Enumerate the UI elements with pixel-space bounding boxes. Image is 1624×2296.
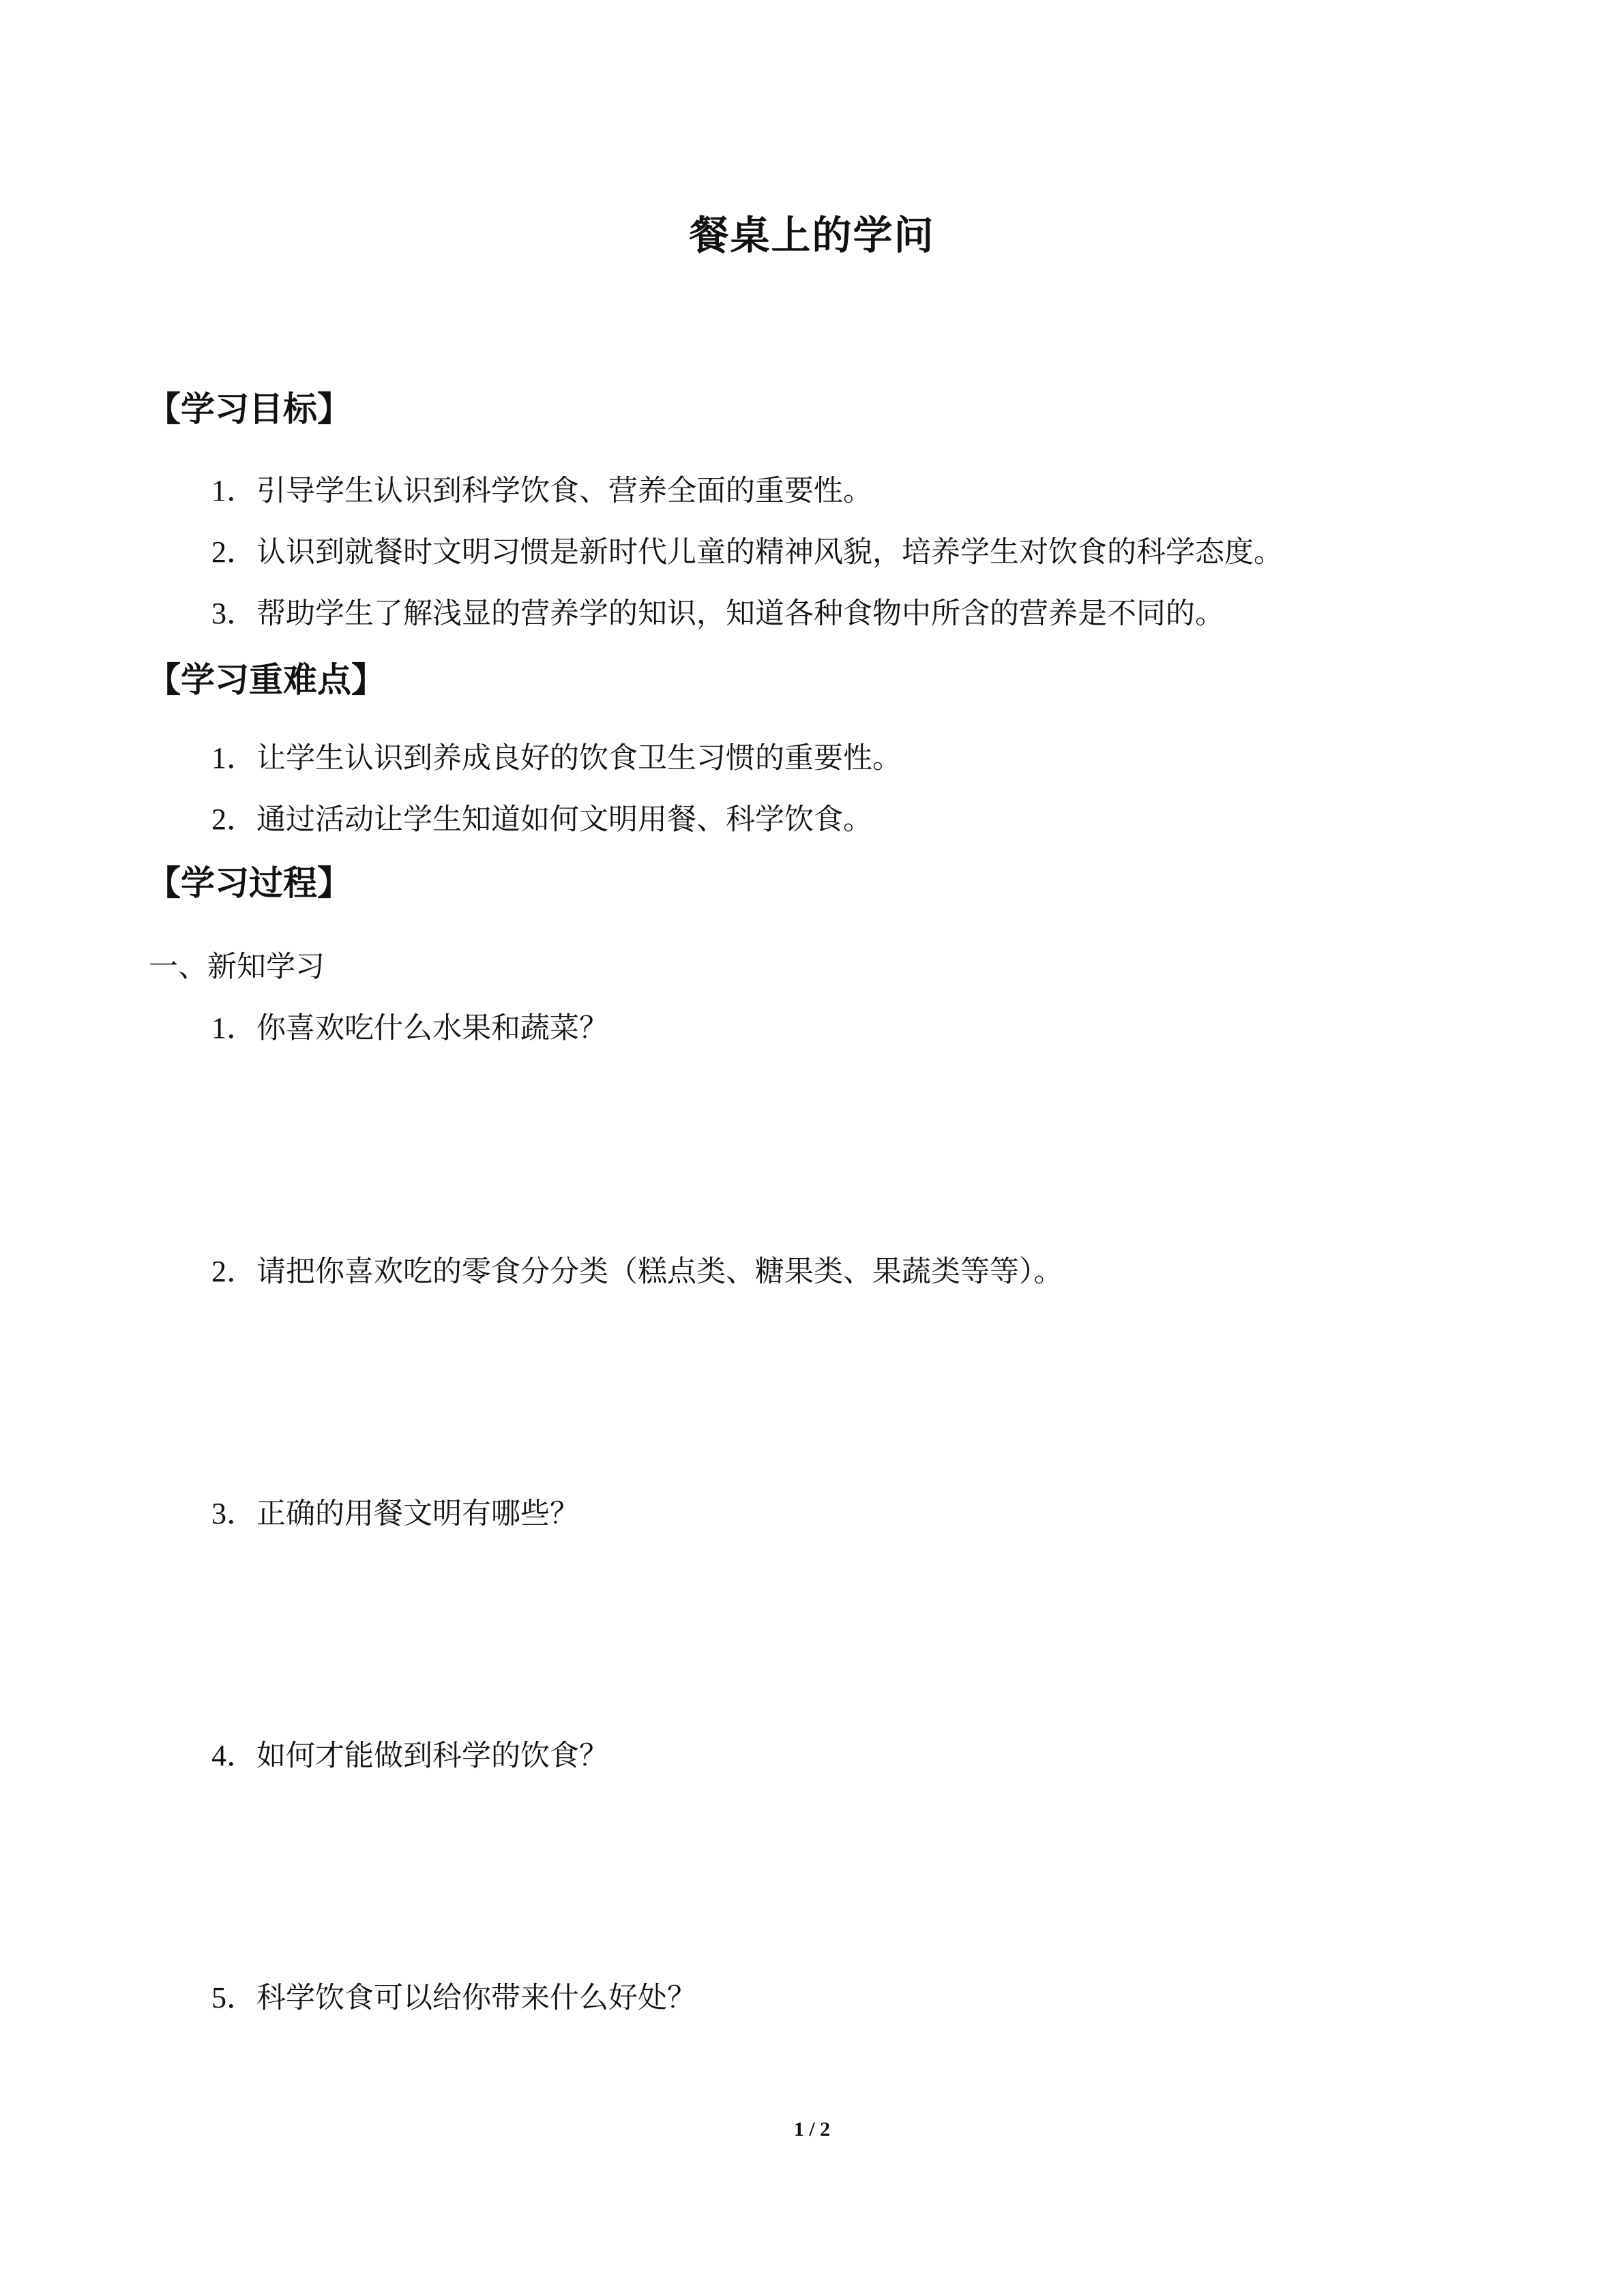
section-heading-keypoints: 【学习重难点】 [147, 660, 385, 700]
question-number: 2． [211, 1255, 256, 1288]
question-text: 你喜欢吃什么水果和蔬菜？ [256, 1011, 608, 1045]
question-item [211, 1978, 696, 2018]
question-text: 请把你喜欢吃的零食分分类（糕点类、糖果类、果蔬类等等）。 [256, 1255, 1063, 1289]
page-number: 1 / 2 [793, 2118, 831, 2141]
document-title: 餐桌上的学问 [689, 212, 935, 258]
question-text: 如何才能做到科学的饮食？ [256, 1739, 608, 1773]
question-item [211, 1493, 579, 1534]
keypoint-item-number: 1． [211, 741, 256, 775]
goal-item [211, 593, 1224, 634]
question-text: 正确的用餐文明有哪些？ [256, 1497, 579, 1531]
section-heading-goals: 【学习目标】 [147, 389, 351, 429]
question-number: 5． [211, 1981, 256, 2014]
keypoint-item-text: 让学生认识到养成良好的饮食卫生习惯的重要性。 [256, 741, 902, 775]
question-item [211, 1251, 1063, 1292]
goal-item-number: 1． [211, 474, 256, 507]
keypoint-item [211, 799, 872, 840]
goal-item-text: 帮助学生了解浅显的营养学的知识，知道各种食物中所含的营养是不同的。 [256, 597, 1224, 631]
keypoint-item [211, 738, 902, 779]
goal-item [211, 471, 872, 511]
goal-item [211, 532, 1283, 573]
question-item [211, 1008, 608, 1049]
goal-item-number: 3． [211, 597, 256, 630]
keypoint-item-text: 通过活动让学生知道如何文明用餐、科学饮食。 [256, 803, 872, 837]
question-text: 科学饮食可以给你带来什么好处？ [256, 1981, 696, 2015]
question-number: 3． [211, 1497, 256, 1530]
process-subheading: 一、新知学习 [149, 950, 325, 984]
goal-item-text: 认识到就餐时文明习惯是新时代儿童的精神风貌，培养学生对饮食的科学态度。 [256, 535, 1283, 569]
goal-item-number: 2． [211, 535, 256, 569]
section-heading-process: 【学习过程】 [147, 863, 351, 903]
question-number: 4． [211, 1739, 256, 1772]
goal-item-text: 引导学生认识到科学饮食、营养全面的重要性。 [256, 474, 872, 508]
question-item [211, 1735, 608, 1776]
keypoint-item-number: 2． [211, 803, 256, 836]
question-number: 1． [211, 1011, 256, 1045]
